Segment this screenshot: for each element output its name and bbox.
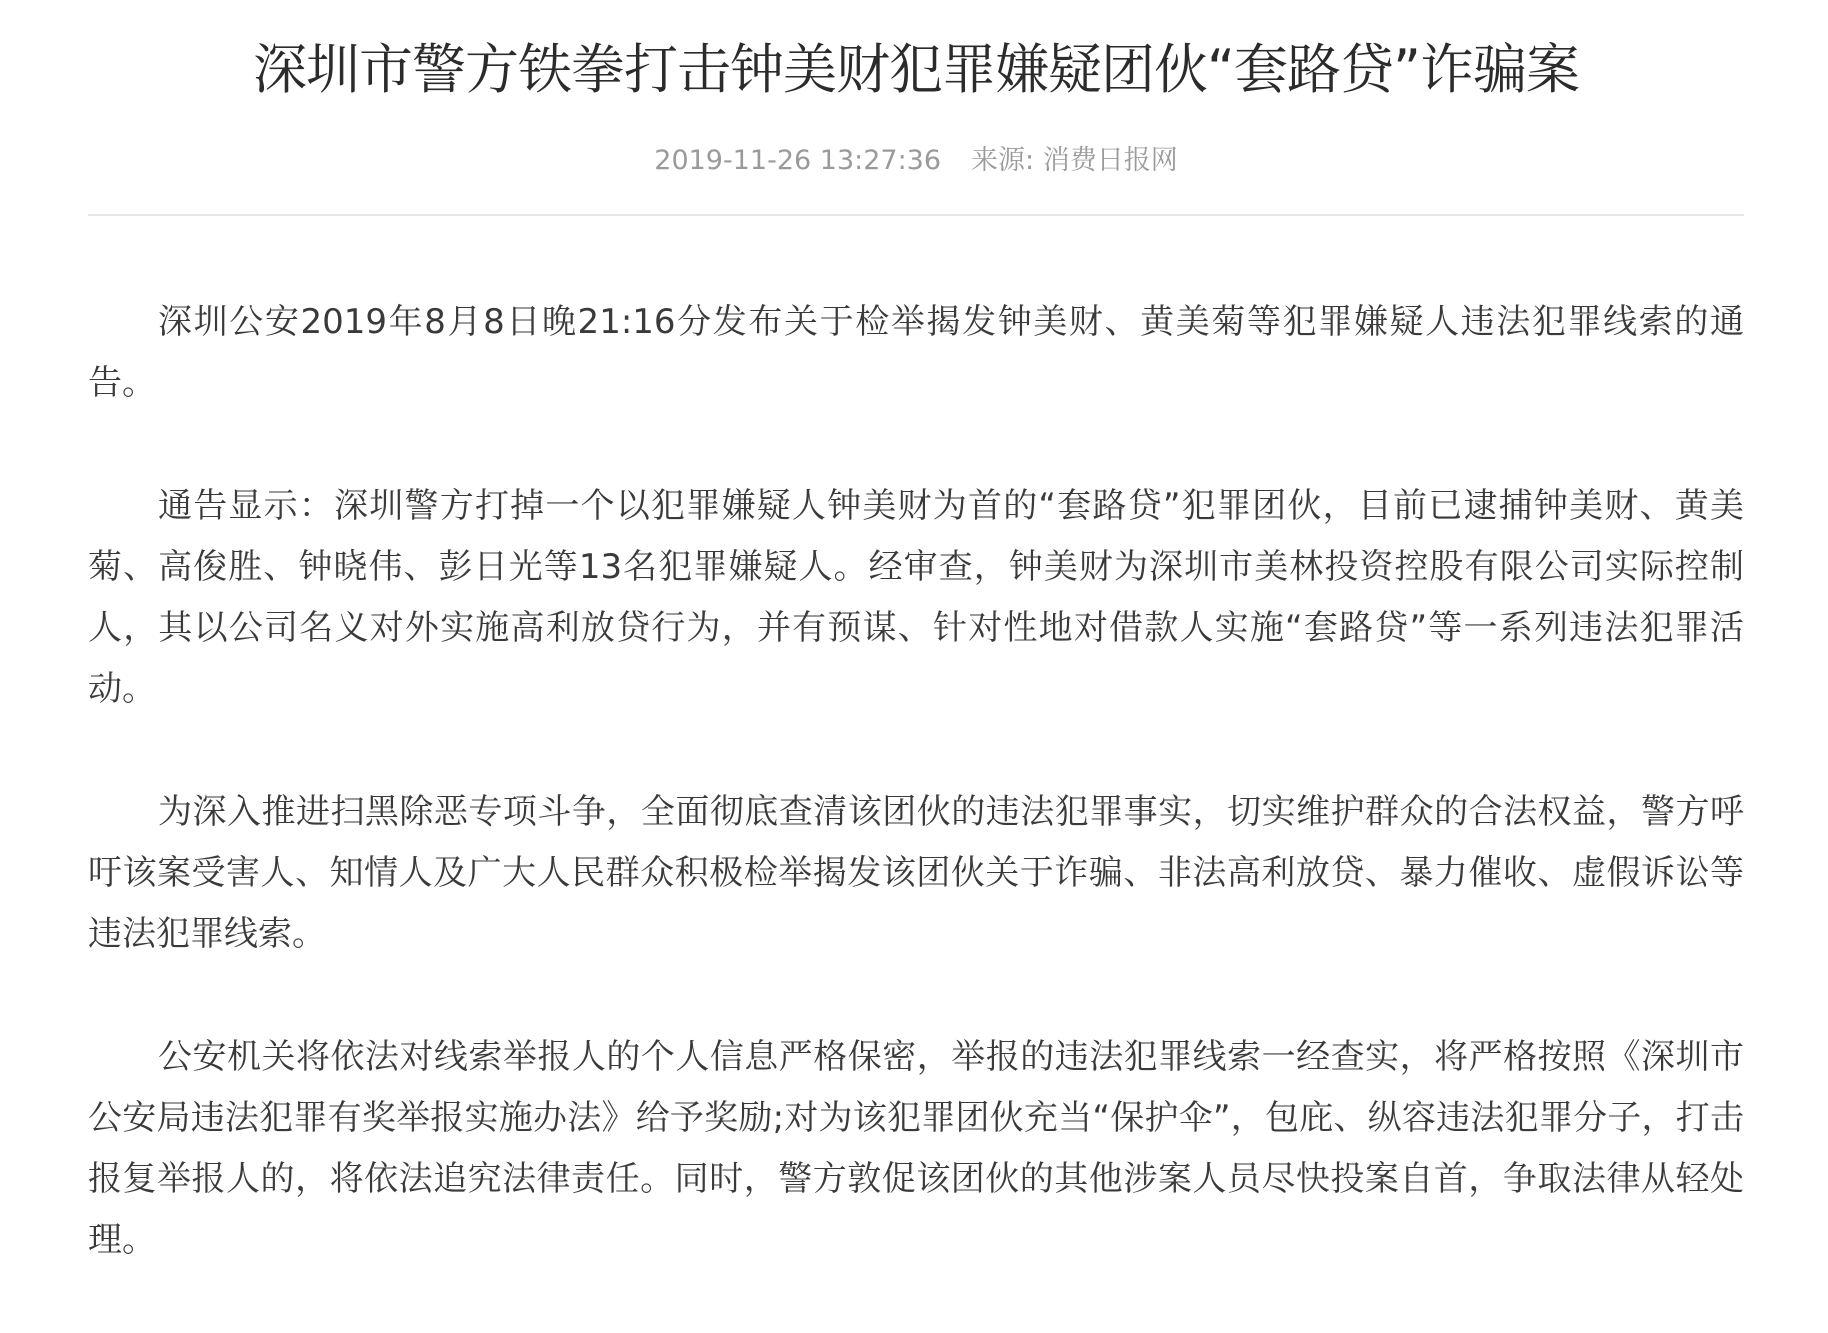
paragraph-1: 深圳公安2019年8月8日晚21:16分发布关于检举揭发钟美财、黄美菊等犯罪嫌疑人违法犯罪线索的通告。	[88, 302, 1744, 403]
paragraph-4: 公安机关将依法对线索举报人的个人信息严格保密，举报的违法犯罪线索一经查实，将严格按照《深圳市公安局违法犯罪有奖举报实施办法》给予奖励;对为该犯罪团伙充当“保护伞”，包庇、纵容违法犯罪分子，打击报复举报人的，将依法追究法律责任。同时，警方敦促该团伙的其他涉案人员尽快投案自首，争取法律从轻处理。	[88, 1037, 1744, 1260]
article-meta	[88, 138, 1744, 184]
article	[88, 0, 1744, 1333]
source-name: 消费日报网	[1042, 145, 1178, 176]
article-body	[88, 292, 1744, 1271]
paragraph-3: 为深入推进扫黑除恶专项斗争，全面彻底查清该团伙的违法犯罪事实，切实维护群众的合法权益，警方呼吁该案受害人、知情人及广大人民群众积极检举揭发该团伙关于诈骗、非法高利放贷、暴力催收、虚假诉讼等违法犯罪线索。	[88, 792, 1744, 954]
article-title: 深圳市警方铁拳打击钟美财犯罪嫌疑团伙“套路贷”诈骗案	[253, 38, 1579, 101]
source-label: 来源:	[971, 145, 1035, 176]
publish-datetime: 2019-11-26 13:27:36	[654, 145, 942, 176]
paragraph-2: 通告显示：深圳警方打掉一个以犯罪嫌疑人钟美财为首的“套路贷”犯罪团伙，目前已逮捕钟美财、黄美菊、高俊胜、钟晓伟、彭日光等13名犯罪嫌疑人。经审查，钟美财为深圳市美林投资控股有限公司实际控制人，其以公司名义对外实施高利放贷行为，并有预谋、针对性地对借款人实施“套路贷”等一系列违法犯罪活动。	[88, 486, 1744, 709]
header-divider	[88, 214, 1744, 216]
